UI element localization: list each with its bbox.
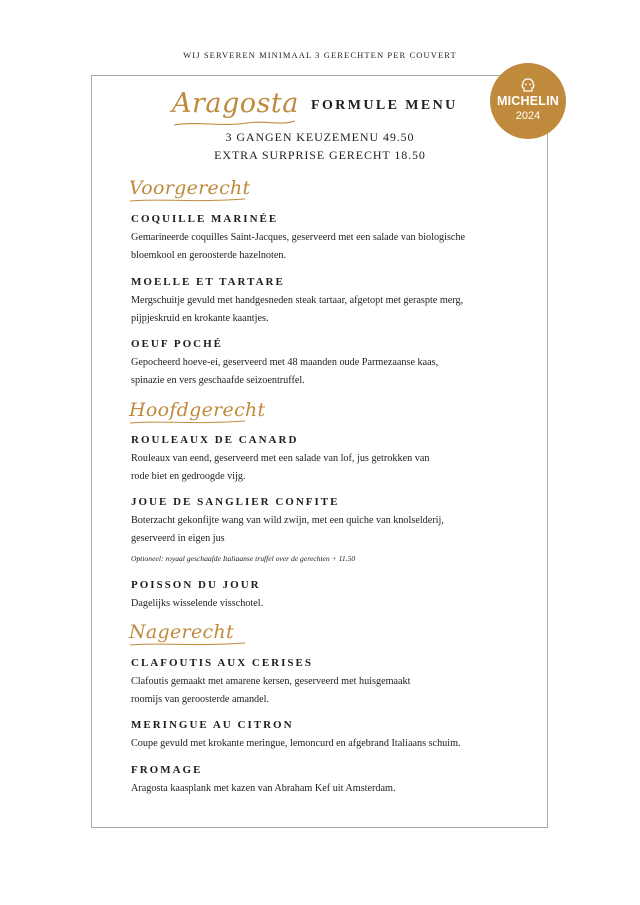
dish-rouleaux-de-canard xyxy=(131,432,531,486)
dish-coquille-marinee xyxy=(131,211,531,265)
dish-moelle-et-tartare xyxy=(131,274,531,328)
dish-poisson-du-jour xyxy=(131,577,531,613)
dish-oeuf-poche xyxy=(131,336,531,390)
dish-joue-de-sanglier-confite xyxy=(131,494,531,563)
dish-description: Gepocheerd hoeve-ei, geserveerd met 48 maanden oude Parmezaanse kaas, spinazie en vers geschaafde seizoentruffel. xyxy=(131,357,439,386)
dish-description: Aragosta kaasplank met kazen van Abraham Kef uit Amsterdam. xyxy=(131,783,396,794)
dish-name: OEUF POCHÉ xyxy=(131,338,224,350)
dish-name: ROULEAUX DE CANARD xyxy=(131,434,299,446)
section-swash-icon xyxy=(129,196,247,204)
section-swash-icon xyxy=(129,640,247,648)
dish-name: JOUE DE SANGLIER CONFITE xyxy=(131,496,340,508)
dish-name: MERINGUE AU CITRON xyxy=(131,719,294,731)
brand-swash-icon xyxy=(172,114,297,128)
dish-name: FROMAGE xyxy=(131,764,203,776)
bib-gourmand-icon xyxy=(520,78,536,92)
dish-description: Gemarineerde coquilles Saint-Jacques, geserveerd met een salade van biologische bloemkool en geroosterde hazelnoten. xyxy=(131,232,466,261)
section-title-voorgerecht: Voorgerecht xyxy=(129,177,250,199)
dish-name: POISSON DU JOUR xyxy=(131,579,261,591)
dish-description: Mergschuitje gevuld met handgesneden steak tartaar, afgetopt met geraspte merg, pijpjeskruid en krokante kaantjes. xyxy=(131,295,464,324)
dish-description: Rouleaux van eend, geserveerd met een salade van lof, jus getrokken van rode biet en gedroogde vijg. xyxy=(131,453,430,482)
dish-fromage xyxy=(131,762,531,798)
menu-title: FORMULE MENU xyxy=(311,98,458,113)
section-swash-icon xyxy=(129,418,247,426)
michelin-badge xyxy=(490,63,566,139)
brand-logo: Aragosta xyxy=(172,88,299,119)
dish-name: CLAFOUTIS AUX CERISES xyxy=(131,657,313,669)
dish-description: Clafoutis gemaakt met amarene kersen, geserveerd met huisgemaakt roomijs van geroosterde amandel. xyxy=(131,676,411,705)
dish-name: MOELLE ET TARTARE xyxy=(131,276,285,288)
dish-description: Dagelijks wisselende visschotel. xyxy=(131,598,264,609)
section-title-hoofdgerecht: Hoofdgerecht xyxy=(129,399,266,421)
section-title-nagerecht: Nagerecht xyxy=(129,621,234,643)
dish-meringue-au-citron xyxy=(131,717,531,753)
serving-note: WIJ SERVEREN MINIMAAL 3 GERECHTEN PER COUVERT xyxy=(183,50,457,60)
badge-year: 2024 xyxy=(515,110,541,122)
dish-clafoutis-aux-cerises xyxy=(131,655,531,709)
truffle-option-note: Optioneel: royaal geschaafde Italiaanse truffel over de gerechten + 11.50 xyxy=(131,554,356,563)
dish-description: Coupe gevuld met krokante meringue, lemoncurd en afgebrand Italiaans schuim. xyxy=(131,738,461,749)
dish-name: COQUILLE MARINÉE xyxy=(131,213,279,225)
price-three-courses: 3 GANGEN KEUZEMENU 49.50 xyxy=(225,130,415,144)
dish-description: Boterzacht gekonfijte wang van wild zwijn, met een quiche van knolselderij, geserveerd in eigen jus xyxy=(131,515,444,544)
badge-name: MICHELIN xyxy=(496,94,559,108)
price-extra-dish: EXTRA SURPRISE GERECHT 18.50 xyxy=(214,148,426,162)
